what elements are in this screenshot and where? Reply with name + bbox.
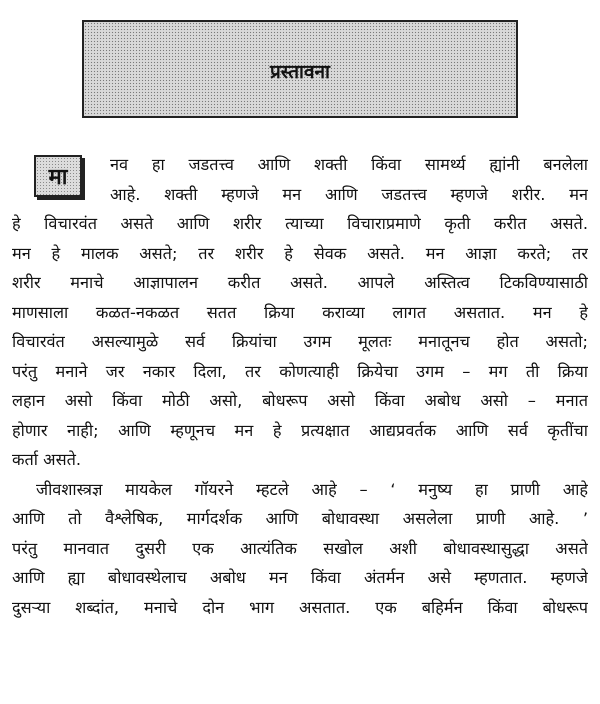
text-line: आहे. शक्ती म्हणजे मन आणि जडतत्त्व म्हणजे शरीर. मन (110, 184, 588, 204)
text-line: कर्ता असते. (12, 450, 82, 469)
text-line: परंतु मानवात दुसरी एक आत्यंतिक सखोल अशी बोधावस्थासुद्धा असते (12, 538, 588, 558)
text-line: नव हा जडतत्त्व आणि शक्ती किंवा सामर्थ्य ह्यांनी बनलेला (110, 155, 588, 174)
text-line: शरीर मनाचे आज्ञापालन करीत असते. आपले अस्तित्व टिकविण्यासाठी (12, 273, 588, 292)
text-line: जीवशास्त्रज्ञ मायकेल गॉयरने म्हटले आहे – ‘ मनुष्य हा प्राणी आहे (36, 479, 588, 499)
text-line: माणसाला कळत-नकळत सतत क्रिया कराव्या लागत असतात. मन हे (12, 302, 588, 322)
text-line: मन हे मालक असते; तर शरीर हे सेवक असते. मन आज्ञा करते; तर (12, 243, 588, 263)
text-line: दुसऱ्या शब्दांत, मनाचे दोन भाग असतात. एक बहिर्मन किंवा बोधरूप (12, 597, 588, 617)
text-line: परंतु मनाने जर नकार दिला, तर कोणत्याही क्रियेचा उगम – मग ती क्रिया (12, 361, 588, 381)
text-line: होणार नाही; आणि म्हणूनच मन हे प्रत्यक्षात आद्यप्रवर्तक आणि सर्व कृतींचा (12, 420, 588, 440)
body-text (12, 150, 588, 622)
text-line: हे विचारवंत असते आणि शरीर त्याच्या विचाराप्रमाणे कृती करीत असते. (12, 214, 588, 233)
text-line: आणि तो वैश्लेषिक, मार्गदर्शक आणि बोधावस्था असलेला प्राणी आहे. ’ (12, 509, 588, 528)
page-title: प्रस्तावना (270, 61, 330, 83)
drop-cap: मा (34, 155, 82, 197)
text-line: लहान असो किंवा मोठी असो, बोधरूप असो किंवा अबोध असो – मनात (12, 391, 588, 410)
text-line: विचारवंत असल्यामुळे सर्व क्रियांचा उगम मूलतः मनातूनच होत असतो; (12, 332, 588, 351)
text-line: आणि ह्या बोधावस्थेलाच अबोध मन किंवा अंतर्मन असे म्हणतात. म्हणजे (12, 568, 588, 587)
title-banner (82, 20, 518, 118)
